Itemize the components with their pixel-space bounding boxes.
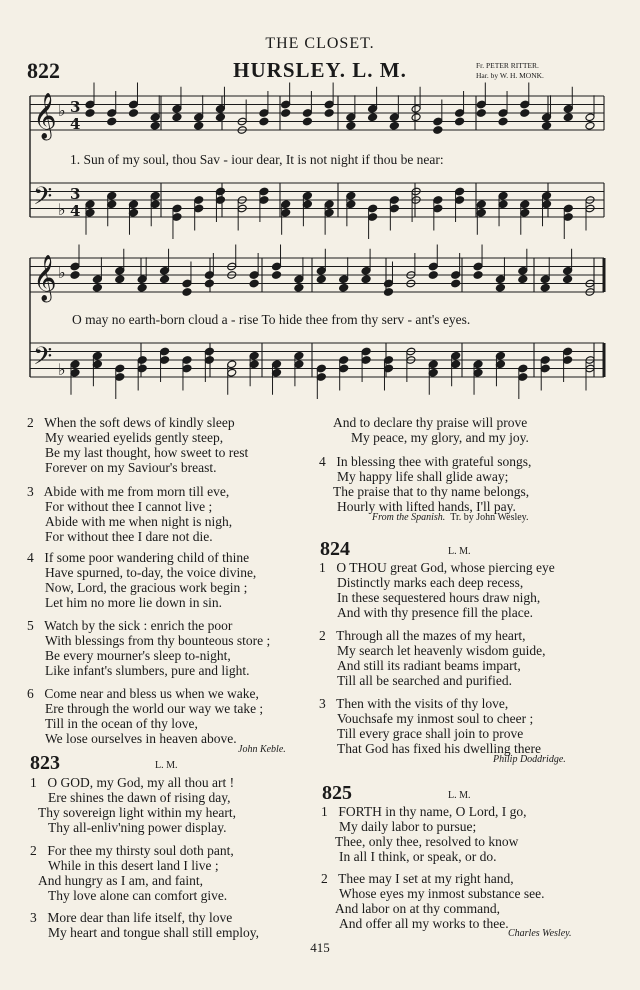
note-head [150, 121, 160, 130]
hymn-823-meter: L. M. [155, 760, 178, 771]
note-head [411, 113, 421, 122]
note-head [433, 126, 443, 135]
note-head [172, 113, 182, 122]
music-lyric-line-2: O may no earth-born cloud a - rise To hide thee from thy serv - ant's eyes. [72, 312, 471, 327]
note-head [428, 271, 438, 280]
hymn-825-meter: L. M. [448, 790, 471, 801]
note-head [476, 109, 486, 118]
note-head [383, 288, 393, 297]
note-head [451, 279, 461, 288]
note-head [182, 288, 192, 297]
time-signature-top: 3 [70, 185, 81, 203]
time-signature-bottom: 4 [70, 115, 81, 133]
hymn-822-attribution: John Keble. [238, 744, 286, 755]
note-head [563, 113, 573, 122]
note-head [249, 279, 259, 288]
flat-sign-icon: ♭ [58, 263, 66, 282]
note-head [302, 117, 312, 126]
note-head [259, 117, 269, 126]
hymn-823-stanza-3: 3 More dear than life itself, thy love My heart and tongue shall still employ, [30, 910, 259, 940]
hymn-824-stanza-1: 1 O THOU great God, whose piercing eye Distinctly marks each deep recess, In these sequestered hours draw nigh, And with thy presence fill the place. [319, 560, 555, 620]
note-head [324, 109, 334, 118]
hymn-823-stanza-3-continued: And to declare thy praise will prove My peace, my glory, and my joy. [333, 415, 529, 445]
flat-sign-icon: ♭ [58, 200, 66, 219]
note-head [92, 283, 102, 292]
hymn-822-stanza-5: 5 Watch by the sick : enrich the poor With blessings from thy bounteous store ; Be every mourner's sleep to-night, Like infant's slumbers, pure and light. [27, 618, 271, 678]
hymn-825-attribution: Charles Wesley. [508, 928, 572, 939]
note-head [316, 275, 326, 284]
note-head [495, 283, 505, 292]
hymn-822-stanza-2: 2 When the soft dews of kindly sleep My wearied eyelids gently steep, Be my last thought, how sweet to rest Forever on my Saviour's breast. [27, 415, 249, 475]
note-head [585, 121, 595, 130]
hymn-822-stanza-6: 6 Come near and bless us when we wake, Ere through the world our way we take ; Till in the ocean of thy love, We lose ourselves in heaven above. [27, 686, 264, 746]
page-number: 415 [310, 940, 330, 955]
time-signature-top: 3 [70, 98, 81, 116]
note-head [194, 121, 204, 130]
hymn-823-number: 823 [30, 752, 60, 774]
bass-clef-icon: 𝄢 [33, 182, 53, 217]
note-head [542, 121, 552, 130]
hymn-823-stanza-2: 2 For thee my thirsty soul doth pant, While in this desert land I live ; And hungry as I am, and faint, Thy love alone can comfort give. [30, 843, 234, 903]
treble-clef-icon: 𝄞 [33, 255, 57, 301]
note-head [204, 279, 214, 288]
note-head [137, 283, 147, 292]
note-head [518, 275, 528, 284]
note-head [473, 271, 483, 280]
hymn-824-stanza-2: 2 Through all the mazes of my heart, My search let heavenly wisdom guide, And still its radiant beams impart, Till all be searched and purified. [319, 628, 546, 688]
note-head [281, 109, 291, 118]
note-head [294, 283, 304, 292]
flat-sign-icon: ♭ [58, 360, 66, 379]
treble-clef-icon: 𝄞 [33, 93, 57, 139]
note-head [361, 275, 371, 284]
hymn-822-stanza-4: 4 If some poor wandering child of thine Have spurned, to-day, the voice divine, Now, Lord, the gracious work begin ; Let him no more lie down in sin. [27, 550, 257, 610]
note-head [107, 117, 117, 126]
hymn-822-stanza-3: 3 Abide with me from morn till eve, For without thee I cannot live ; Abide with me when night is nigh, For without thee I dare not die. [27, 484, 233, 544]
note-head [563, 275, 573, 284]
hymn-823-stanza-1: 1 O GOD, my God, my all thou art ! Ere shines the dawn of rising day, Thy sovereign light within my heart, Thy all-enliv'ning power display. [30, 775, 236, 835]
note-head [498, 117, 508, 126]
harmony-credit: Har. by W. H. MONK. [476, 71, 544, 80]
note-head [346, 121, 356, 130]
hymn-823-attribution: From the Spanish. Tr. by John Wesley. [372, 512, 529, 523]
note-head [339, 283, 349, 292]
hymn-824-stanza-3: 3 Then with the visits of thy love, Vouchsafe my inmost soul to cheer ; Till every grace shall join to prove That God has fixed his dwelling there [319, 696, 541, 756]
hymn-822-tune-title: HURSLEY. L. M. [233, 58, 407, 82]
note-head [160, 275, 170, 284]
time-signature-bottom: 4 [70, 202, 81, 220]
note-head [115, 275, 125, 284]
note-head [272, 271, 282, 280]
note-head [389, 121, 399, 130]
hymn-823-stanza-4: 4 In blessing thee with grateful songs, My happy life shall glide away; The praise that to thy name belongs, Hourly with lifted hands, I'll pay. [319, 454, 532, 514]
note-head [70, 271, 80, 280]
hymn-825-number: 825 [322, 782, 352, 804]
note-head [520, 109, 530, 118]
note-head [128, 109, 138, 118]
hymn-824-attribution: Philip Doddridge. [493, 754, 566, 765]
bass-clef-icon: 𝄢 [33, 342, 53, 377]
hymn-822-number: 822 [27, 58, 60, 83]
note-head [540, 283, 550, 292]
composer-credit: Fr. PETER RITTER. [476, 61, 539, 70]
note-head [215, 113, 225, 122]
hymn-824-meter: L. M. [448, 546, 471, 557]
hymn-825-stanza-1: 1 FORTH in thy name, O Lord, I go, My daily labor to pursue; Thee, only thee, resolved to know In all I think, or speak, or do. [321, 804, 527, 864]
section-title: THE CLOSET. [265, 35, 375, 52]
flat-sign-icon: ♭ [58, 101, 66, 120]
music-lyric-line-1: 1. Sun of my soul, thou Sav - iour dear, It is not night if thou be near: [70, 152, 444, 167]
note-head [368, 113, 378, 122]
note-head [85, 109, 95, 118]
hymn-825-stanza-2: 2 Thee may I set at my right hand, Whose eyes my inmost substance see. And labor on at thy command, And offer all my works to thee. [321, 871, 545, 931]
note-head [455, 117, 465, 126]
hymn-824-number: 824 [320, 538, 350, 560]
